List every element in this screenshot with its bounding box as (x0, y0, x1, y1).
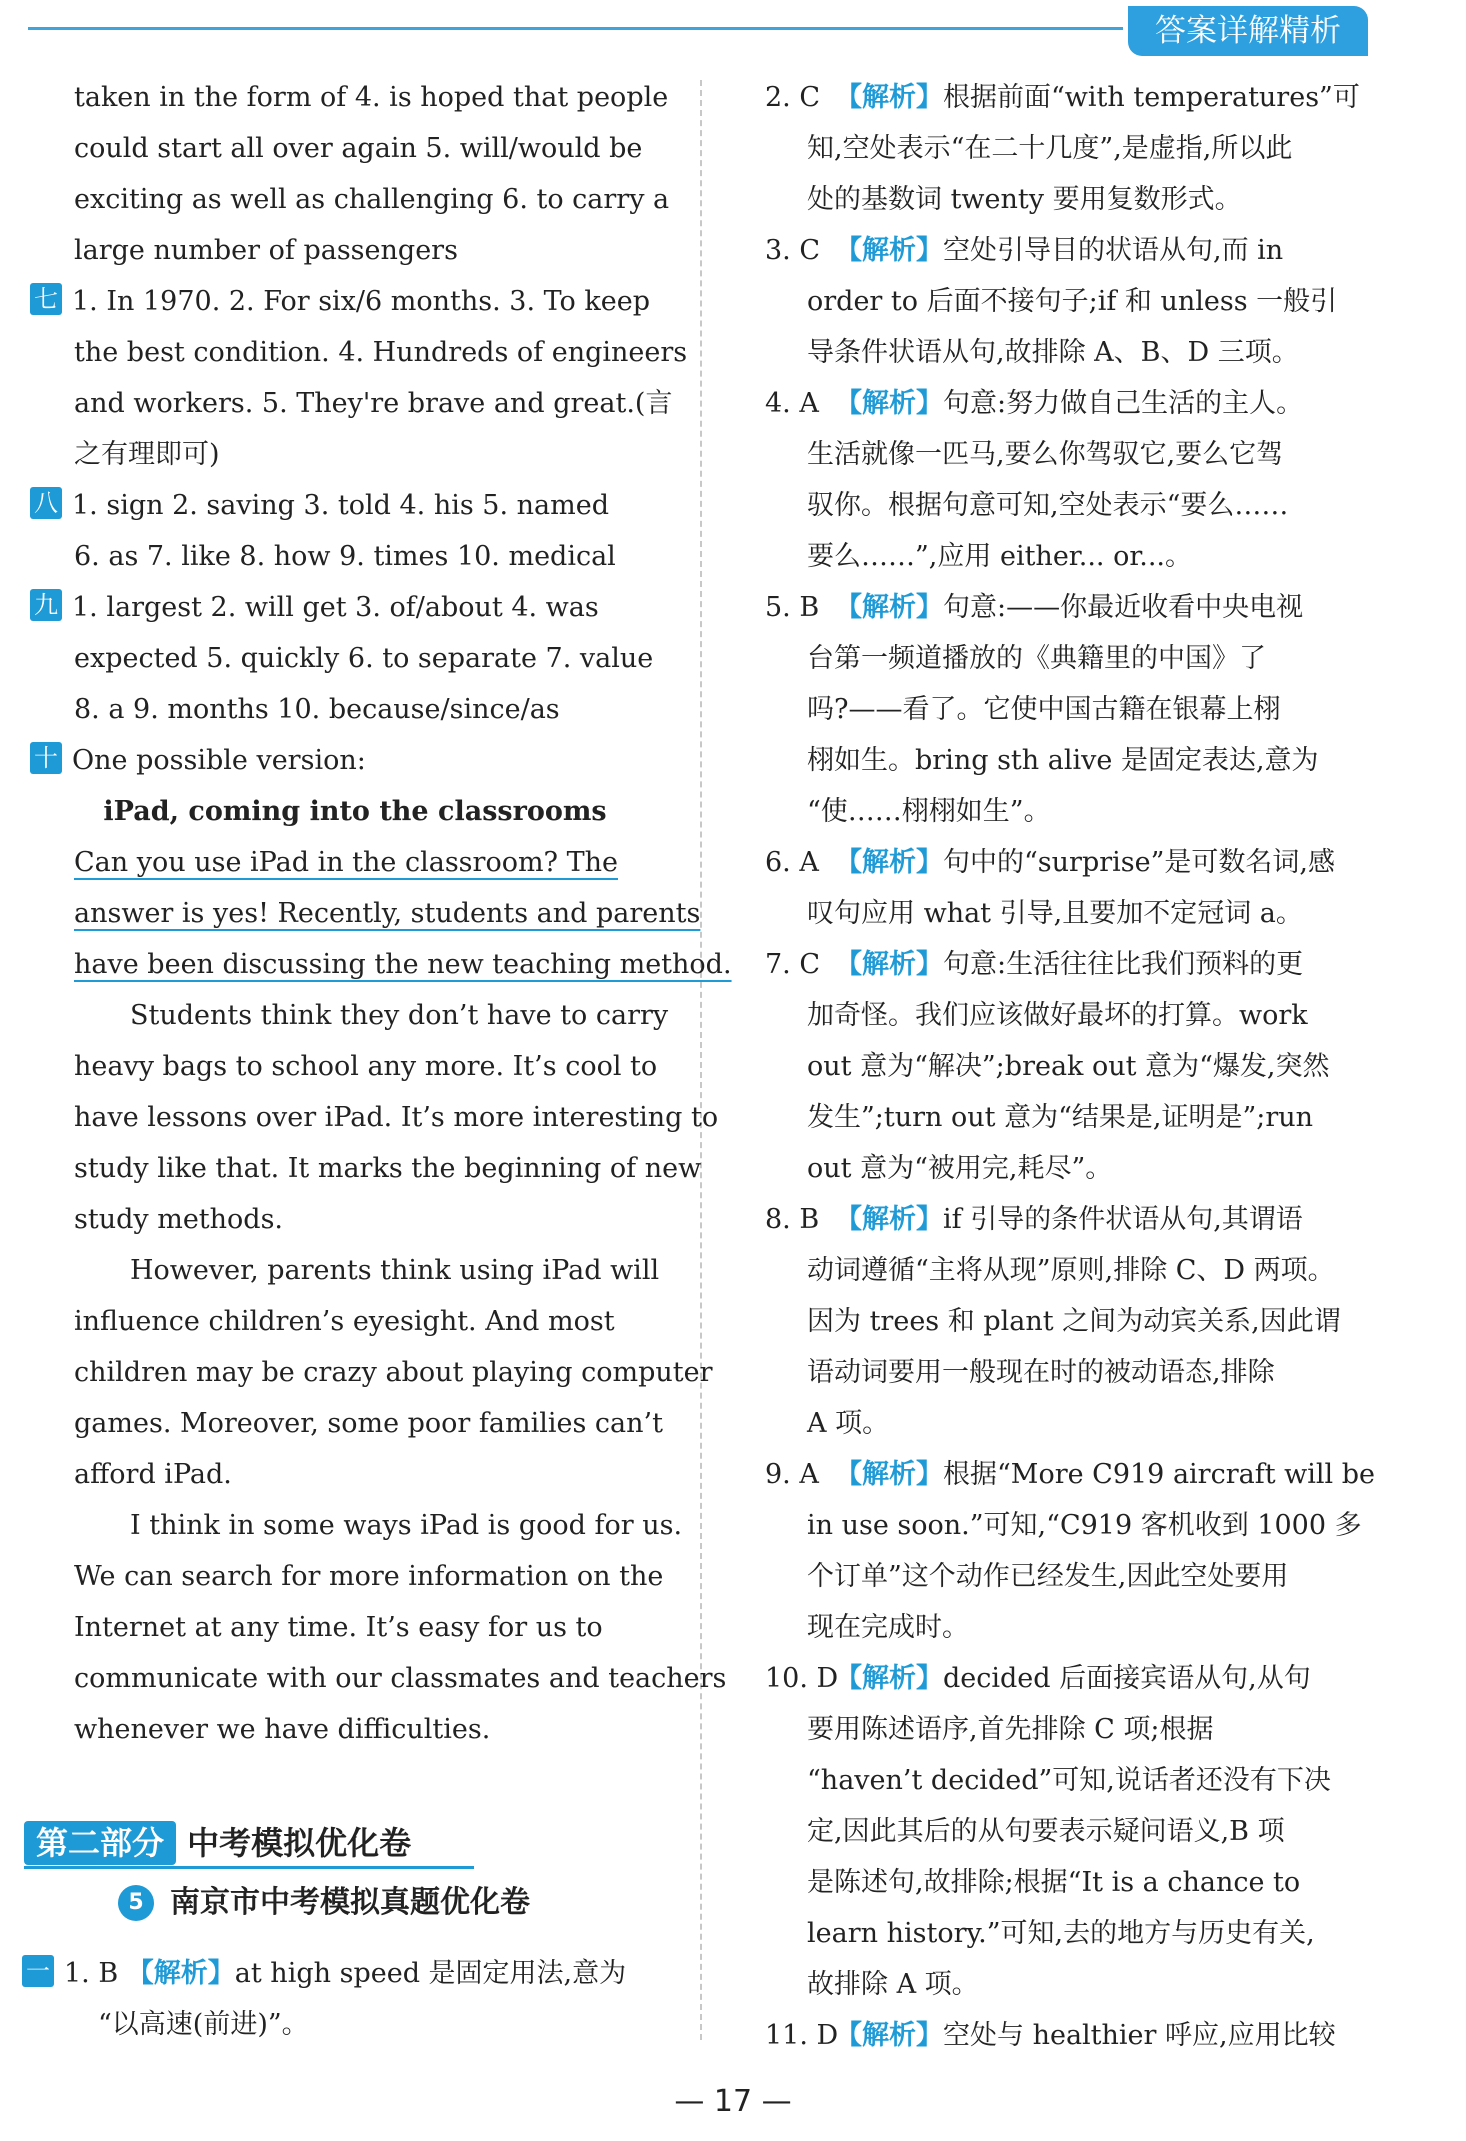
analysis-text: if 引导的条件状语从句,其谓语 (943, 1204, 1303, 1235)
essay-line: afford iPad. (74, 1459, 232, 1490)
analysis-tag: 【解析】 (835, 949, 943, 980)
answer-item (765, 1653, 1375, 1704)
answer-item (765, 225, 1375, 276)
text-line: 8. a 9. months 10. because/since/as (74, 694, 560, 725)
section-eight (30, 480, 680, 531)
exam-heading (118, 1880, 530, 1926)
analysis-line: 导条件状语从句,故排除 A、B、D 三项。 (807, 337, 1299, 368)
section-badge: 一 (22, 1955, 54, 1987)
essay-line: However, parents think using iPad will (130, 1255, 660, 1286)
analysis-line: “使……栩栩如生”。 (807, 796, 1051, 827)
part-badge: 第二部分 (24, 1821, 176, 1865)
analysis-line: 加奇怪。我们应该做好最坏的打算。work (807, 1000, 1308, 1031)
header-title: 答案详解精析 (1128, 6, 1368, 56)
answer-letter: 8. B (765, 1204, 820, 1235)
answer-letter: 11. D (765, 2020, 839, 2051)
analysis-tag: 【解析】 (126, 1958, 235, 1989)
analysis-line: 定,因此其后的从句要表示疑问语义,B 项 (807, 1816, 1285, 1847)
analysis-tag: 【解析】 (835, 1459, 943, 1490)
text-line: exciting as well as challenging 6. to carry a (74, 184, 670, 215)
text-line: large number of passengers (74, 235, 458, 266)
essay-line: have been discussing the new teaching method. (74, 949, 732, 980)
text-line: the best condition. 4. Hundreds of engineers (74, 337, 688, 368)
answer-letter: 3. C (765, 235, 821, 266)
essay-line: have lessons over iPad. It’s more interesting to (74, 1102, 719, 1133)
answer-item (765, 582, 1375, 633)
analysis-line: 故排除 A 项。 (807, 1969, 979, 2000)
answer-item (765, 1449, 1375, 1500)
analysis-line: out 意为“被用完,耗尽”。 (807, 1153, 1113, 1184)
analysis-text: 句意:——你最近收看中央电视 (943, 592, 1304, 623)
answer-letter: 6. A (765, 847, 819, 878)
essay-line: children may be crazy about playing computer (74, 1357, 713, 1388)
essay-line: communicate with our classmates and teachers (74, 1663, 727, 1694)
analysis-line: 发生”;turn out 意为“结果是,证明是”;run (807, 1102, 1314, 1133)
analysis-line: order to 后面不接句子;if 和 unless 一般引 (807, 286, 1338, 317)
essay-line: influence children’s eyesight. And most (74, 1306, 615, 1337)
text-line: “以高速(前进)”。 (98, 2009, 309, 2040)
section-badge: 九 (30, 589, 62, 621)
column-divider (700, 80, 702, 2040)
analysis-line: 台第一频道播放的《典籍里的中国》了 (807, 643, 1266, 674)
essay-line: Students think they don’t have to carry (130, 1000, 669, 1031)
analysis-line: 生活就像一匹马,要么你驾驭它,要么它驾 (807, 439, 1284, 470)
analysis-text: 根据前面“with temperatures”可 (943, 82, 1360, 113)
essay-line: heavy bags to school any more. It’s cool to (74, 1051, 658, 1082)
answer-item (765, 939, 1375, 990)
answer-item (765, 378, 1375, 429)
text-line: 1. largest 2. will get 3. of/about 4. was (72, 592, 599, 623)
analysis-line: 语动词要用一般现在时的被动语态,排除 (807, 1357, 1275, 1388)
answer-letter: 5. B (765, 592, 820, 623)
left-column (30, 72, 732, 1755)
text-line: 之有理即可) (74, 439, 220, 470)
essay-line: We can search for more information on the (74, 1561, 664, 1592)
analysis-text: 句意:努力做自己生活的主人。 (943, 388, 1304, 419)
answer-item (765, 837, 1375, 888)
text-line: 6. as 7. like 8. how 9. times 10. medical (74, 541, 616, 572)
essay-line: Can you use iPad in the classroom? The (74, 847, 618, 878)
essay-line: Internet at any time. It’s easy for us to (74, 1612, 603, 1643)
analysis-text: 句意:生活往往比我们预料的更 (943, 949, 1304, 980)
analysis-line: 现在完成时。 (807, 1612, 969, 1643)
analysis-tag: 【解析】 (835, 235, 943, 266)
analysis-text: 空处引导目的状语从句,而 in (943, 235, 1284, 266)
exam-title: 南京市中考模拟真题优化卷 (170, 1885, 530, 1920)
essay-line: games. Moreover, some poor families can’t (74, 1408, 663, 1439)
answer-letter: 4. A (765, 388, 819, 419)
text-line: 1. sign 2. saving 3. told 4. his 5. named (72, 490, 609, 521)
analysis-line: 是陈述句,故排除;根据“It is a chance to (807, 1867, 1301, 1898)
analysis-text: decided 后面接宾语从句,从句 (943, 1663, 1311, 1694)
answer-item: 一 1. B 【解析】at high speed 是固定用法,意为 (22, 1948, 682, 1999)
analysis-line: 因为 trees 和 plant 之间为动宾关系,因此谓 (807, 1306, 1341, 1337)
analysis-text: 句中的“surprise”是可数名词,感 (943, 847, 1336, 878)
analysis-line: 处的基数词 twenty 要用复数形式。 (807, 184, 1242, 215)
section-nine (30, 582, 680, 633)
part-heading (24, 1818, 474, 1869)
answer-letter: 7. C (765, 949, 821, 980)
analysis-line: 叹句应用 what 引导,且要加不定冠词 a。 (807, 898, 1303, 929)
text-line: 1. In 1970. 2. For six/6 months. 3. To keep (72, 286, 650, 317)
analysis-tag: 【解析】 (835, 388, 943, 419)
essay-line: study methods. (74, 1204, 284, 1235)
text-line: and workers. 5. They're brave and great.(言 (74, 388, 673, 419)
analysis-line: 个订单”这个动作已经发生,因此空处要用 (807, 1561, 1289, 1592)
header-rule (28, 27, 1123, 30)
analysis-tag: 【解析】 (835, 1663, 943, 1694)
analysis-tag: 【解析】 (835, 847, 943, 878)
analysis-line: 知,空处表示“在二十几度”,是虚指,所以此 (807, 133, 1293, 164)
analysis-line: 吗?——看了。它使中国古籍在银幕上栩 (807, 694, 1281, 725)
essay-line: study like that. It marks the beginning of new (74, 1153, 702, 1184)
essay-line: whenever we have difficulties. (74, 1714, 491, 1745)
analysis-tag: 【解析】 (835, 82, 943, 113)
left-bottom (22, 1948, 682, 2050)
analysis-line: “haven’t decided”可知,说话者还没有下决 (807, 1765, 1331, 1796)
page-number: — 17 — (674, 2084, 792, 2119)
section-ten (30, 735, 680, 786)
text-line: expected 5. quickly 6. to separate 7. value (74, 643, 654, 674)
section-badge: 十 (30, 742, 62, 774)
essay-line: answer is yes! Recently, students and parents (74, 898, 701, 929)
analysis-line: 动词遵循“主将从现”原则,排除 C、D 两项。 (807, 1255, 1335, 1286)
analysis-line: 驭你。根据句意可知,空处表示“要么…… (807, 490, 1289, 521)
analysis-line: 要用陈述语序,首先排除 C 项;根据 (807, 1714, 1214, 1745)
text-line: One possible version: (72, 745, 366, 776)
analysis-text: 根据“More C919 aircraft will be (943, 1459, 1375, 1490)
answer-letter: 2. C (765, 82, 821, 113)
analysis-text: 空处与 healthier 呼应,应用比较 (943, 2020, 1336, 2051)
analysis-tag: 【解析】 (835, 1204, 943, 1235)
answer-item (765, 72, 1375, 123)
analysis-line: out 意为“解决”;break out 意为“爆发,突然 (807, 1051, 1330, 1082)
answer-item (765, 1194, 1375, 1245)
analysis-tag: 【解析】 (835, 592, 943, 623)
analysis-line: in use soon.”可知,“C919 客机收到 1000 多 (807, 1510, 1362, 1541)
essay-title: iPad, coming into the classrooms (103, 796, 607, 827)
text-line: could start all over again 5. will/would be (74, 133, 643, 164)
analysis-tag: 【解析】 (835, 2020, 943, 2051)
analysis-line: 要么……”,应用 either... or...。 (807, 541, 1193, 572)
analysis-line: 栩如生。bring sth alive 是固定表达,意为 (807, 745, 1319, 776)
analysis-line: learn history.”可知,去的地方与历史有关, (807, 1918, 1315, 1949)
exam-number: 5 (118, 1885, 154, 1921)
text-line: taken in the form of 4. is hoped that people (74, 82, 669, 113)
essay-line: I think in some ways iPad is good for us. (130, 1510, 683, 1541)
right-column (765, 72, 1375, 2061)
answer-letter: 9. A (765, 1459, 819, 1490)
part-title: 中考模拟优化卷 (187, 1824, 412, 1862)
analysis-line: A 项。 (807, 1408, 890, 1439)
answer-item (765, 2010, 1375, 2061)
answer-letter: 10. D (765, 1663, 839, 1694)
section-seven (30, 276, 680, 327)
section-badge: 七 (30, 283, 62, 315)
section-badge: 八 (30, 487, 62, 519)
